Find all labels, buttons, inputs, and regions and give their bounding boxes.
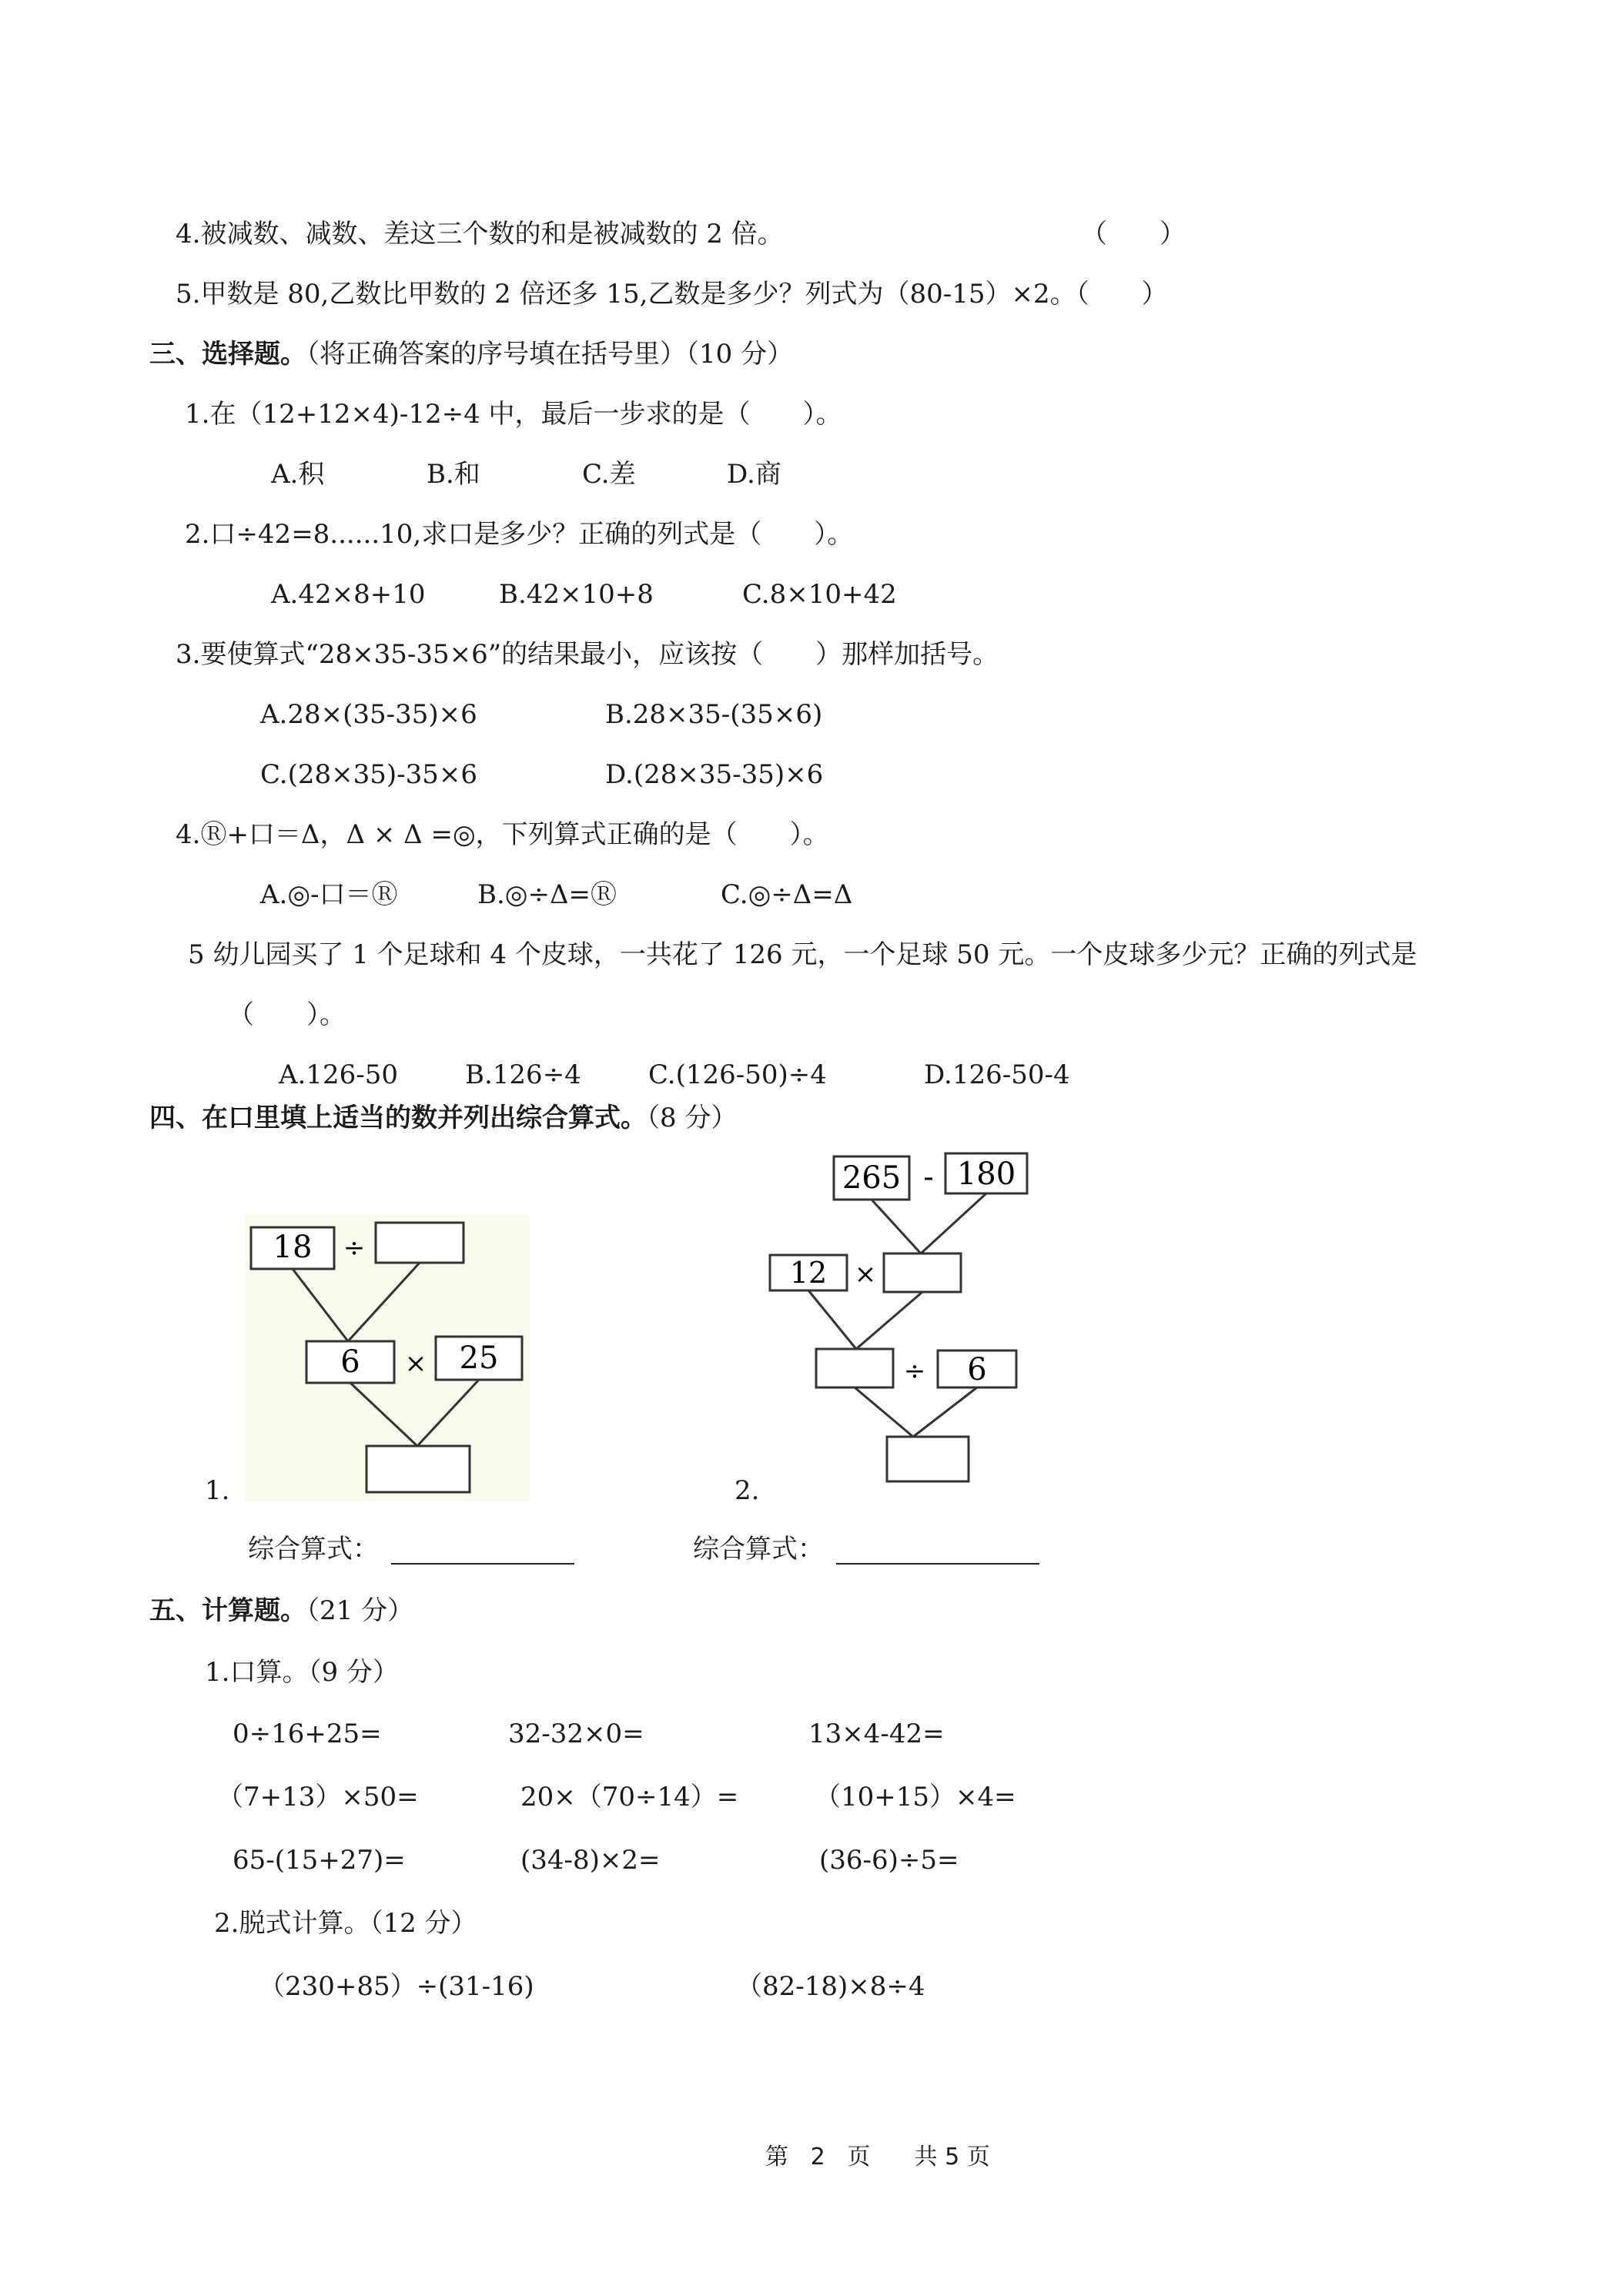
- diagram-2-blank-box-top[interactable]: [884, 1253, 961, 1292]
- choice-q1-text: 1.在（12+12×4)-12÷4 中，最后一步求的是（ ）。: [185, 399, 842, 430]
- section4-note: （8 分）: [647, 1103, 738, 1133]
- diagram-2-value-180: 180: [956, 1156, 1016, 1192]
- section3-heading: [149, 337, 793, 371]
- section4-title: 四、在口里填上适当的数并列出综合算式。: [149, 1103, 647, 1133]
- diagram-1: [245, 1215, 530, 1501]
- diagram-2-number: 2.: [735, 1475, 760, 1506]
- choice-q5-option-c: C.(126-50)÷4: [648, 1059, 827, 1090]
- choice-q1-option-c: C.差: [582, 459, 636, 490]
- section5-heading: [149, 1594, 413, 1628]
- diagram-2-blank-box-bottom[interactable]: [887, 1437, 969, 1481]
- section5-note: （21 分）: [306, 1595, 414, 1626]
- diagram-1-divide-sign: ÷: [343, 1233, 366, 1263]
- diagram-2-blank-box-middle[interactable]: [816, 1349, 893, 1387]
- section3-title: 三、选择题。: [149, 339, 306, 370]
- oral-item: （10+15）×4=: [815, 1782, 1016, 1812]
- choice-q4-text: 4.Ⓡ+口＝Δ，Δ × Δ =◎，下列算式正确的是（ ）。: [176, 819, 829, 850]
- choice-q2-option-a: A.42×8+10: [271, 579, 426, 610]
- choice-q4-option-a: A.◎-口＝Ⓡ: [260, 879, 398, 910]
- choice-q5-option-d: D.126-50-4: [924, 1059, 1070, 1090]
- diagram-1-blank-box-bottom[interactable]: [366, 1446, 470, 1492]
- choice-q4-option-b: B.◎÷Δ=Ⓡ: [477, 879, 617, 910]
- oral-item: 32-32×0=: [508, 1719, 644, 1749]
- judge-q5-text: 5.甲数是 80,乙数比甲数的 2 倍还多 15,乙数是多少？列式为（80-15）×2。（ ）: [176, 279, 1168, 310]
- choice-q2-option-b: B.42×10+8: [499, 579, 654, 610]
- choice-q3-option-a: A.28×(35-35)×6: [260, 699, 477, 730]
- section5-sub2: 2.脱式计算。（12 分）: [214, 1908, 477, 1939]
- diagram-2-divide-sign: ÷: [903, 1356, 926, 1387]
- diagram-1-number: 1.: [205, 1475, 230, 1506]
- choice-q3-option-c: C.(28×35)-35×6: [260, 759, 478, 790]
- diagram-1-value-6: 6: [340, 1344, 360, 1380]
- diagram-1-blank-box-top[interactable]: [376, 1223, 463, 1263]
- oral-item: 0÷16+25=: [233, 1719, 382, 1749]
- diagram-2-minus-sign: -: [923, 1160, 934, 1195]
- stepwise-item: （82-18)×8÷4: [736, 1971, 925, 2002]
- stepwise-item: （230+85）÷(31-16): [259, 1971, 534, 2002]
- choice-q1-option-d: D.商: [727, 459, 781, 490]
- footer-prefix: 第: [765, 2144, 788, 2170]
- section5-title: 五、计算题。: [149, 1595, 306, 1626]
- choice-q1-option-b: B.和: [427, 459, 480, 490]
- diagram-1-formula-label: 综合算式：: [248, 1534, 379, 1565]
- diagram-2-value-6: 6: [967, 1352, 987, 1387]
- choice-q1-option-a: A.积: [271, 459, 325, 490]
- oral-item: (36-6)÷5=: [819, 1845, 959, 1876]
- section5-sub1: 1.口算。（9 分）: [205, 1657, 399, 1688]
- diagram-2: [755, 1147, 1032, 1509]
- diagram-2-value-265: 265: [842, 1160, 902, 1196]
- section3-note: （将正确答案的序号填在括号里）（10 分）: [306, 339, 794, 370]
- diagram-2-value-12: 12: [789, 1256, 828, 1290]
- oral-item: （7+13）×50=: [217, 1782, 419, 1812]
- choice-q5-text2: （ ）。: [228, 999, 346, 1030]
- oral-item: 13×4-42=: [808, 1719, 945, 1749]
- diagram-1-formula-blank[interactable]: [391, 1563, 574, 1565]
- choice-q5-text: 5 幼儿园买了 1 个足球和 4 个皮球，一共花了 126 元，一个足球 50 元。一个皮球多少元？正确的列式是: [188, 939, 1417, 970]
- oral-item: (34-8)×2=: [520, 1845, 661, 1876]
- diagram-1-times-sign: ×: [404, 1348, 427, 1379]
- judge-q4-paren: （ ）: [1081, 219, 1186, 249]
- diagram-1-value-25: 25: [459, 1340, 499, 1376]
- choice-q3-option-b: B.28×35-(35×6): [605, 699, 823, 730]
- section4-heading: [149, 1101, 737, 1135]
- diagram-2-formula-blank[interactable]: [836, 1563, 1039, 1565]
- choice-q2-text: 2.口÷42=8......10,求口是多少？正确的列式是（ ）。: [185, 519, 854, 550]
- choice-q5-option-a: A.126-50: [279, 1059, 399, 1090]
- choice-q5-option-b: B.126÷4: [465, 1059, 581, 1090]
- diagram-2-times-sign: ×: [854, 1259, 877, 1290]
- diagram-2-formula-label: 综合算式：: [693, 1534, 824, 1565]
- diagram-1-value-18: 18: [273, 1230, 313, 1265]
- choice-q4-option-c: C.◎÷Δ=Δ: [721, 879, 853, 910]
- page-footer: [765, 2137, 990, 2171]
- footer-total: 共 5 页: [914, 2144, 990, 2170]
- choice-q2-option-c: C.8×10+42: [742, 579, 897, 610]
- choice-q3-option-d: D.(28×35-35)×6: [605, 759, 824, 790]
- choice-q3-text: 3.要使算式“28×35-35×6”的结果最小，应该按（ ）那样加括号。: [176, 639, 999, 670]
- footer-page-unit: 页: [847, 2144, 871, 2170]
- footer-page-number: 2: [810, 2144, 825, 2170]
- judge-q4-text: 4.被减数、减数、差这三个数的和是被减数的 2 倍。: [176, 219, 784, 249]
- oral-item: 65-(15+27)=: [233, 1845, 406, 1876]
- oral-item: 20×（70÷14）=: [520, 1782, 739, 1812]
